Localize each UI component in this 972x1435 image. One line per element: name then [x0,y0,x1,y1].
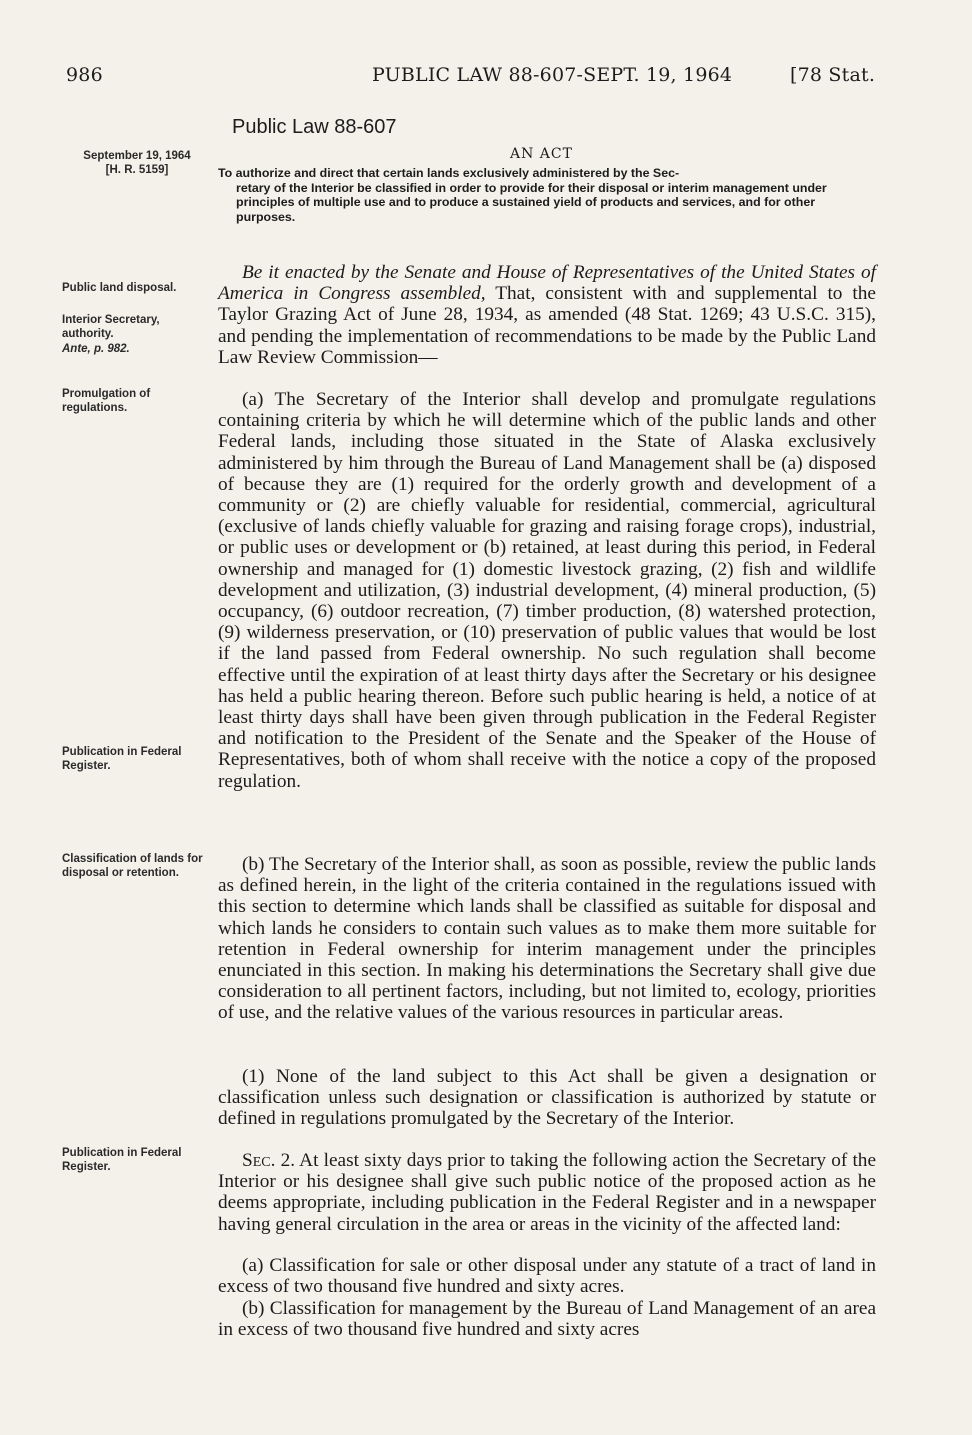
margin-date-block [62,150,212,177]
section-2-text: At least sixty days prior to taking the following action the Secretary of the Interior or his designee shall give such public notice of the proposed action as he deems appropriate, including publication in the Federal Register and in a newspaper having general circulation in the area or areas in the vicinity of the affected land: [218,1150,877,1235]
paragraph-1: (1) None of the land subject to this Act shall be given a designation or classification unless such designation or classification is authorized by statute or defined in regulations promulgated by the Secretary of the Interior. [218,1066,876,1130]
margin-note-interior: Interior Secretary, authority. [62,314,160,340]
enactment-date: September 19, 1964 [83,150,191,162]
margin-note-public-land: Public land disposal. [62,282,177,294]
act-purpose [218,166,876,224]
page-number: 986 [66,64,103,86]
margin-note-classification: Classification of lands for disposal or retention. [62,853,203,879]
law-title: Public Law 88-607 [232,116,397,138]
section-2 [218,1150,876,1235]
margin-note-publication-2: Publication in Federal Register. [62,1147,182,1173]
section-2-label: Sec. 2. [242,1150,296,1171]
margin-note-promulgation: Promulgation of regulations. [62,388,151,414]
bill-number: [H. R. 5159] [105,163,169,176]
enacting-clause [218,262,876,368]
running-header: PUBLIC LAW 88-607-SEPT. 19, 1964 [372,64,733,86]
paragraph-a: (a) The Secretary of the Interior shall develop and promulgate regulations containing criteria by which he will determine which of the public lands and other Federal lands, including those situated in the State of Alaska exclusively administered by him through the Bureau of Land Management shall be (a) disposed of because they are (1) required for the orderly growth and development of a community or (2) are chiefly valuable for residential, commercial, agricultural (exclusive of lands chiefly valuable for grazing and raising forage crops), industrial, or public uses or development or (b) retained, at least during this period, in Federal ownership and managed for (1) domestic livestock grazing, (2) fish and wildlife development and utilization, (3) industrial development, (4) mineral production, (5) occupancy, (6) outdoor recreation, (7) timber production, (8) watershed protection, (9) wilderness preservation, or (10) preservation of public values that would be lost if the land passed from Federal ownership. No such regulation shall become effective until the expiration of at least thirty days after the Secretary or his designee has held a public hearing thereon. Before such public hearing is held, a notice of at least thirty days shall have been given through publication in the Federal Register and notification to the President of the Senate and the Speaker of the House of Representatives, both of whom shall receive with the notice a copy of the proposed regulation. [218,389,876,792]
enacting-rest: That, consistent with and supplemental to the Taylor Grazing Act of June 28, 1934, as amended (48 Stat. 1269; 43 U.S.C. 315), and pending the implementation of recommendations to be made by the Public Land Law Review Commission— [218,283,876,368]
act-heading: AN ACT [510,146,573,162]
paragraph-b: (b) The Secretary of the Interior shall, as soon as possible, review the public lands as defined herein, in the light of the criteria contained in the regulations issued with this section to determine which lands shall be classified as suitable for disposal and which lands he considers to contain such values as to make them more suitable for retention in Federal ownership for interim management under the principles enunciated in this section. In making his determinations the Secretary shall give due consideration to all pertinent factors, including, but not limited to, ecology, priorities of use, and the relative values of the various resources in particular areas. [218,854,876,1024]
margin-note-ante: Ante, p. 982. [62,343,130,355]
purpose-line-1: To authorize and direct that certain lands exclusively administered by the Sec- [218,166,680,180]
purpose-continuation: retary of the Interior be classified in order to provide for their disposal or interim management under principles of multiple use and to produce a sustained yield of products and services, and for other purposes. [236,180,827,224]
statute-volume: [78 Stat. [790,64,876,86]
section-2-a: (a) Classification for sale or other disposal under any statute of a tract of land in excess of two thousand five hundred and sixty acres. [218,1255,876,1298]
margin-note-publication-1: Publication in Federal Register. [62,746,182,772]
enacting-italic: Be it enacted by the Senate and House of Representatives of the United States of America in Congress assembled, [218,262,876,305]
section-2-b: (b) Classification for management by the Bureau of Land Management of an area in excess of two thousand five hundred and sixty acres [218,1298,876,1341]
